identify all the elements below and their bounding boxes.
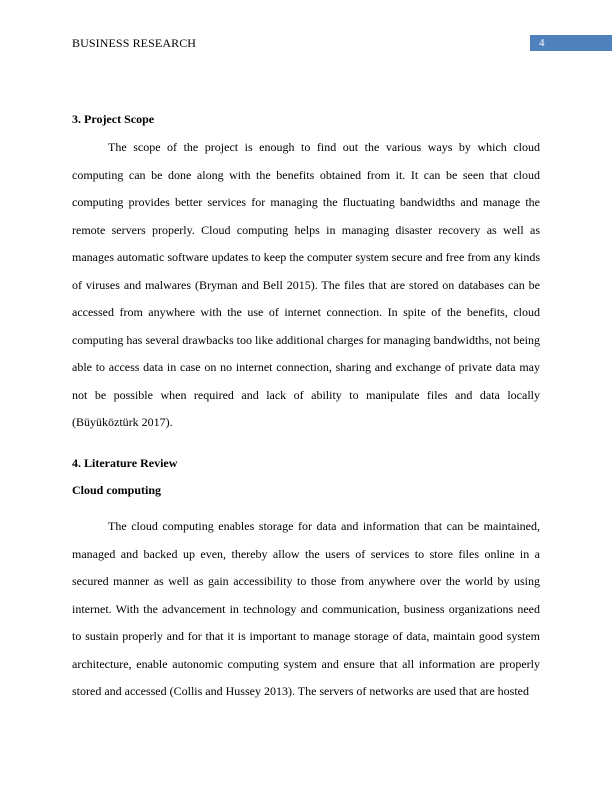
page-number: 4 — [539, 37, 545, 49]
paragraph-cloud-computing: The cloud computing enables storage for data and information that can be maintained, managed and backed up even, thereby allow the users of services to store files online in a secured manner as well as gain accessibility to those from anywhere over the world by using internet. With the advancement in technology and communication, business organizations need to sustain properly and for that it is important to manage storage of data, maintain good system architecture, enable autonomic computing system and ensure that all information are properly stored and accessed (Collis and Hussey 2013). The servers of networks are used that are hosted — [72, 519, 540, 698]
page-number-badge — [530, 35, 612, 51]
subheading-cloud-computing: Cloud computing — [72, 483, 162, 497]
paragraph-project-scope: The scope of the project is enough to find out the various ways by which cloud computing can be done along with the benefits obtained from it. It can be seen that cloud computing provides better services for managing the fluctuating bandwidths and manage the remote servers properly. Cloud computing helps in managing disaster recovery as well as manages automatic software updates to keep the computer system secure and free from any kinds of viruses and malwares (Bryman and Bell 2015). The files that are stored on databases can be accessed from anywhere with the use of internet connection. In spite of the benefits, cloud computing has several drawbacks too like additional charges for managing bandwidths, not being able to access data in case on no internet connection, sharing and exchange of private data may not be possible when required and lack of ability to manipulate files and data locally (Büyüköztürk 2017). — [72, 140, 540, 429]
section-heading-literature-review: 4. Literature Review — [72, 456, 178, 470]
section-heading-project-scope: 3. Project Scope — [72, 112, 155, 126]
header-title: BUSINESS RESEARCH — [72, 36, 197, 50]
